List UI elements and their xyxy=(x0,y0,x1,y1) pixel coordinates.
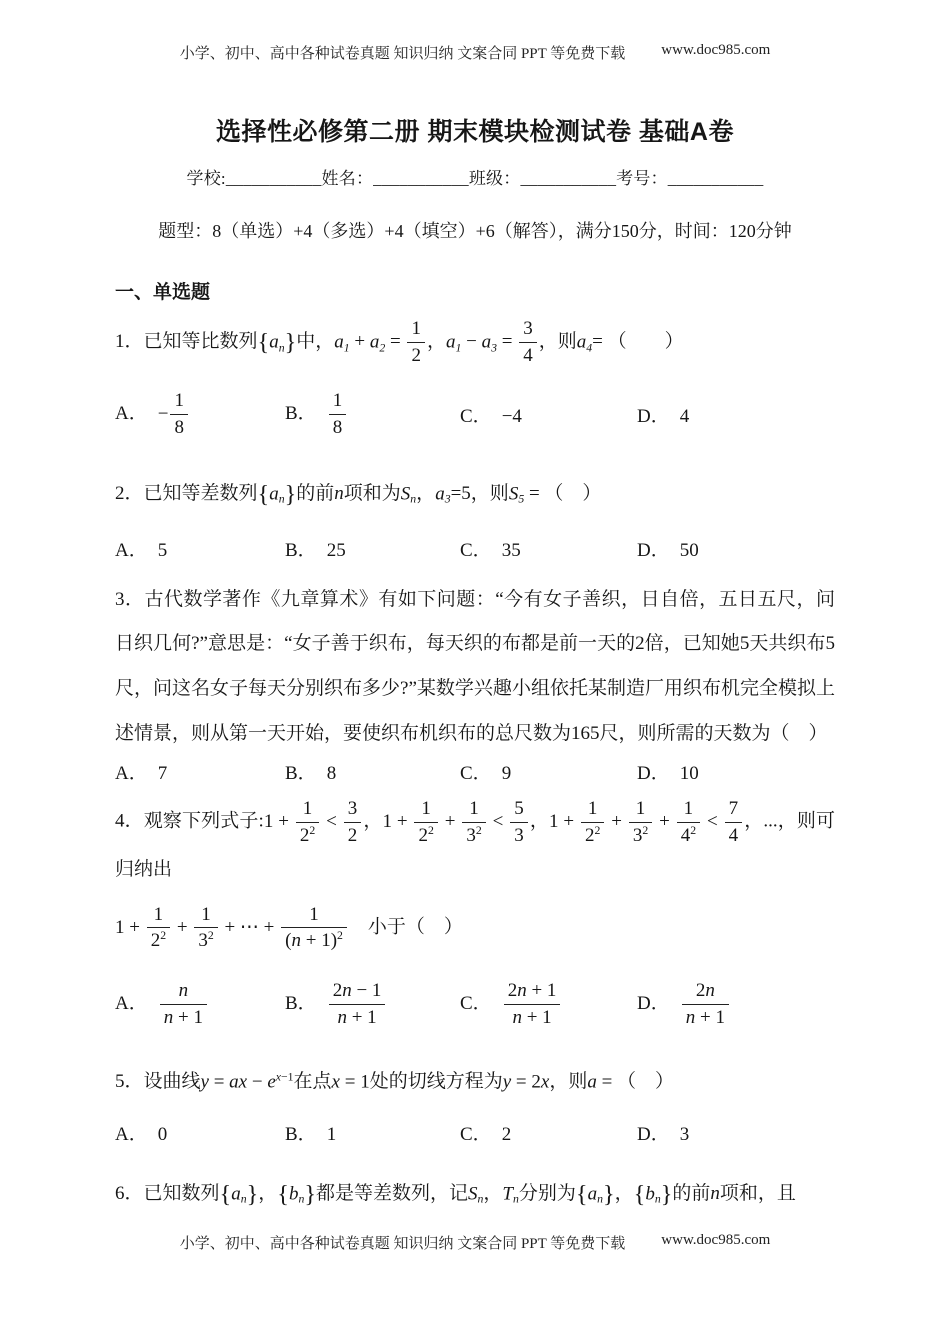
question-2-stem: 2．已知等差数列$\{a_n\}$的前n项和为$S_n$，$a_3=5$，则$S_5$ = （ ） xyxy=(115,480,602,508)
question-1-option-B: B． $\frac{1}{8}$ xyxy=(285,389,460,440)
option-label-B: B． xyxy=(285,763,317,785)
question-4-options xyxy=(115,979,835,1030)
section-heading-single-choice: 一、单选题 xyxy=(115,282,211,303)
question-1-option-A: A． − $\frac{1}{8}$ xyxy=(115,389,285,440)
question-3-option-D: D． 10 xyxy=(637,763,699,785)
option-label-D: D． xyxy=(637,992,670,1014)
question-4-option-A: A． $\frac{n}{n + 1}$ xyxy=(115,979,285,1030)
option-label-C: C． xyxy=(460,763,492,785)
question-5-option-A: A． 0 xyxy=(115,1123,168,1145)
question-3-options xyxy=(115,758,835,785)
question-3 xyxy=(115,578,835,786)
exam-title: 选择性必修第二册 期末模块检测试卷 基础A卷 xyxy=(216,118,734,146)
option-label-A: A． xyxy=(115,539,148,561)
question-6-stem: 6．已知数列$\{a_n\}$，$\{b_n\}$都是等差数列，记$S_n$，$T_n$分别为$\{a_n\}$，$\{b_n\}$的前n项和，且 xyxy=(115,1180,796,1208)
option-label-A: A． xyxy=(115,763,148,785)
question-6 xyxy=(115,1166,835,1223)
page-footer xyxy=(0,1232,950,1253)
option-label-A: A． xyxy=(115,992,148,1014)
option-label-C: C． xyxy=(460,992,492,1014)
question-3-option-B: B． 8 xyxy=(285,763,337,785)
question-2-option-A: A． 5 xyxy=(115,539,168,561)
footer-site-url[interactable]: www.doc985.com xyxy=(661,1232,771,1248)
option-label-C: C． xyxy=(460,539,492,561)
question-1-options xyxy=(115,389,835,440)
exam-meta-line: 题型：8（单选）+4（多选）+4（填空）+6（解答），满分150分，时间：120分钟 xyxy=(158,221,792,241)
question-3-option-C: C． 9 xyxy=(460,763,512,785)
header-site-url[interactable]: www.doc985.com xyxy=(661,42,771,58)
question-1-stem: 1．已知等比数列$\{a_n\}$中，$a_1 + a_2$ = $\frac{1}{2}$ ，$a_1 - a_3$ = $\frac{3}{4}$ ，则$a_4=$ （ ） xyxy=(115,318,684,367)
question-2 xyxy=(115,466,835,562)
option-label-D: D． xyxy=(637,539,670,561)
question-4 xyxy=(115,797,835,1029)
question-2-option-C: C． 35 xyxy=(460,539,521,561)
option-label-B: B． xyxy=(285,402,317,424)
footer-promo-text: 小学、初中、高中各种试卷真题 知识归纳 文案合同 PPT 等免费下载 xyxy=(179,1236,626,1252)
option-label-D: D． xyxy=(637,405,670,427)
questions xyxy=(115,314,835,1223)
question-4-option-D: D． $\frac{2n}{n + 1}$ xyxy=(637,979,835,1030)
option-label-D: D． xyxy=(637,1123,670,1145)
question-2-options xyxy=(115,535,835,562)
question-2-option-D: D． 50 xyxy=(637,539,699,561)
question-5-option-B: B． 1 xyxy=(285,1123,337,1145)
page-header xyxy=(0,42,950,63)
option-label-D: D． xyxy=(637,763,670,785)
question-5-stem: 5．设曲线y = ax − $e^{x-1}$在点x = 1处的切线方程为y = 2x，则a = （ ） xyxy=(115,1070,675,1093)
option-label-C: C． xyxy=(460,405,492,427)
question-2-option-B: B． 25 xyxy=(285,539,346,561)
question-5-options xyxy=(115,1119,835,1146)
question-4-stem: 4．观察下列式子:1 + $\frac{1}{2^2}$ < $\frac{3}{2}$ ，1 + $\frac{1}{2^2}$ + $\frac{1}{3^2}$ < $\frac{5}{3}$ ，1 + $\frac{1}{2^2}$ + $\frac{1}{3^2}$ + $\frac{1}{4^2}$ < $\frac{7}{4}$ ，...，则可归纳出 xyxy=(115,798,835,880)
header-promo-text: 小学、初中、高中各种试卷真题 知识归纳 文案合同 PPT 等免费下载 xyxy=(179,46,626,62)
option-label-A: A． xyxy=(115,402,148,424)
question-3-stem: 3．古代数学著作《九章算术》有如下问题：“今有女子善织，日自倍，五日五尺，问日织几何?”意思是：“女子善于织布，每天织的布都是前一天的2倍，已知她5天共织布5尺，问这名女子每天分别织布多少?”某数学兴趣小组依托某制造厂用织布机完全模拟上述情景，则从第一天开始，要使织布机织布的总尺数为165尺，则所需的天数为（ ） xyxy=(115,588,835,744)
student-info-line: 学校:___________姓名：___________班级：___________考号：___________ xyxy=(186,169,764,188)
question-1-option-D: D． 4 xyxy=(637,405,690,427)
question-4-stem-continued: 1 + $\frac{1}{2^2}$ + $\frac{1}{3^2}$ + ⋯ + $\frac{1}{(n + 1)^2}$ 小于（ ） xyxy=(115,903,463,952)
question-4-option-C: C． $\frac{2n + 1}{n + 1}$ xyxy=(460,979,637,1030)
option-label-A: A． xyxy=(115,1123,148,1145)
question-1 xyxy=(115,314,835,440)
question-5-option-C: C． 2 xyxy=(460,1123,512,1145)
question-5 xyxy=(115,1060,835,1146)
question-5-option-D: D． 3 xyxy=(637,1123,690,1145)
question-3-option-A: A． 7 xyxy=(115,763,168,785)
question-4-option-B: B． $\frac{2n - 1}{n + 1}$ xyxy=(285,979,460,1030)
option-label-B: B． xyxy=(285,1123,317,1145)
option-label-C: C． xyxy=(460,1123,492,1145)
option-label-B: B． xyxy=(285,992,317,1014)
option-label-B: B． xyxy=(285,539,317,561)
question-1-option-C: C． −4 xyxy=(460,405,522,427)
